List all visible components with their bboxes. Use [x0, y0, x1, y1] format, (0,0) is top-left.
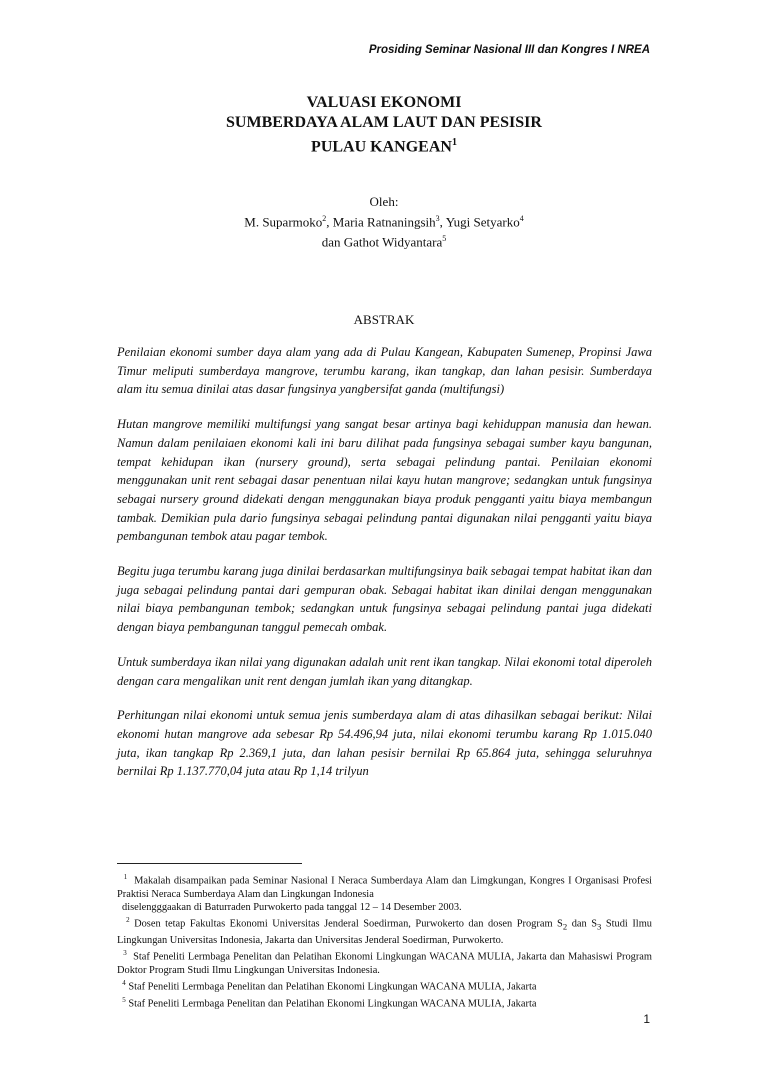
author-widyantara: dan Gathot Widyantara [321, 234, 443, 250]
oleh-label: Oleh: [369, 194, 399, 209]
abstract-heading: ABSTRAK [353, 312, 415, 327]
footnotes [117, 871, 652, 1010]
footnote-5 [117, 994, 652, 1011]
author-footnote-mark-2[interactable]: 2 [322, 214, 327, 223]
author-footnote-mark-3[interactable]: 3 [435, 214, 440, 223]
footnote-1-continued: diselengggaakan di Baturraden Purwokerto pada tanggal 12 – 14 Desember 2003. [122, 901, 462, 913]
footnote-3-mark: 3 [123, 949, 127, 958]
abstract-paragraph-5: Perhitungan nilai ekonomi untuk semua jenis sumberdaya alam di atas dihasilkan sebagai berikut: Nilai ekonomi hutan mangrove ada sebesar Rp 54.496,94 juta, nilai ekonomi terumbu karang Rp 1.015.040 juta, ikan tangkap Rp 2.369,1 juta, dan lahan pesisir bernilai Rp 65.864 juta, sehingga seluruhnya bernilai Rp 1.137.770,04 juta atau Rp 1,14 trilyun [117, 708, 652, 779]
footnote-2-text-c: Studi Ilmu Lingkungan Universitas Indonesia, Jakarta dan Universitas Jenderal Soedirman, Purwokerto. [117, 918, 652, 946]
abstract-paragraph-4: Untuk sumberdaya ikan nilai yang digunakan adalah unit rent ikan tangkap. Nilai ekonomi total diperoleh dengan cara mengalikan unit rent dengan jumlah ikan yang ditangkap. [117, 654, 652, 688]
author-suparmoko: M. Suparmoko [244, 214, 323, 230]
footnote-5-text: Staf Peneliti Lermbaga Penelitan dan Pelatihan Ekonomi Lingkungan WACANA MULIA, Jakarta [128, 998, 537, 1010]
author-footnote-mark-4[interactable]: 4 [519, 214, 524, 223]
footnote-2-text-a: Dosen tetap Fakultas Ekonomi Universitas Jenderal Soedirman, Purwokerto dan dosen Program S [134, 918, 563, 930]
footnote-2-mark: 2 [126, 916, 130, 925]
abstract-paragraph-3: Begitu juga terumbu karang juga dinilai berdasarkan multifungsinya baik sebagai tempat habitat ikan dan juga sebagai pelindung pantai dari gempuran obak. Sebagai habitat ikan dinilai dengan menggunakan nilai biaya pembangunan tembok; sedangkan untuk fungsinya sebagai pelindung pantai juga didekati dengan biaya pembangunan tanggul pemecah ombak. [117, 564, 652, 635]
title-line-3-text: PULAU KANGEAN [311, 138, 452, 156]
title-footnote-mark[interactable]: 1 [451, 137, 457, 148]
abstract-paragraph-1: Penilaian ekonomi sumber daya alam yang ada di Pulau Kangean, Kabupaten Sumenep, Propinsi Jawa Timur meliputi sumberdaya mangrove, terumbu karang, ikan tangkap, dan lahan pesisir. Sumberdaya alam itu semua dinilai atas dasar fungsinya yangbersifat ganda (multifungsi) [117, 345, 652, 397]
title-line-1: VALUASI EKONOMI [306, 94, 462, 111]
footnote-2-sub-2: 3 [597, 921, 602, 932]
page-number: 1 [643, 1012, 650, 1026]
footnote-2 [117, 914, 652, 947]
footnote-1-text: Makalah disampaikan pada Seminar Nasional I Neraca Sumberdaya Alam dan Limgkungan, Kongres I Organisasi Profesi Praktisi Neraca Sumberdaya Alam dan Lingkungan Indonesia [117, 875, 652, 900]
footnote-1 [117, 871, 652, 901]
abstract-paragraph-2: Hutan mangrove memiliki multifungsi yang sangat besar artinya bagi kehiduppan manusia dan hewan. Namun dalam penilaiaen ekonomi kali ini baru dilihat pada fungsinya sebagai sumber kayu bangunan, tempat kehidupan ikan (nursery ground), serta sebagai pelindung pantai. Penilaian ekonomi menggunakan unit rent sebagai dasar penentuan nilai kayu hutan mangrove; sedangkan untuk fungsinya sebagai nursery ground didekati dengan menggunakan biaya produk pengganti yaitu biaya membangun tambak. Demikian pula dario fungsinya sebagai pelindung pantai digunakan nilai pengganti yaitu biaya pembangunan tembok atau pagar tembok. [117, 417, 652, 544]
paper-title [0, 93, 768, 157]
title-line-2: SUMBERDAYA ALAM LAUT DAN PESISIR [226, 114, 542, 131]
author-line-2 [0, 230, 768, 250]
author-ratnaningsih: , Maria Ratnaningsih [326, 214, 436, 230]
author-footnote-mark-5[interactable]: 5 [442, 234, 447, 244]
footnote-1-mark: 1 [123, 873, 128, 881]
footnote-4-mark: 4 [122, 978, 126, 987]
author-setyarko: , Yugi Setyarko [439, 214, 520, 230]
footnote-divider [117, 863, 302, 864]
author-block [0, 193, 768, 251]
footnote-4 [117, 977, 652, 994]
author-line-1 [0, 210, 768, 230]
title-line-3 [0, 133, 768, 157]
footnote-3-text: Staf Peneliti Lermbaga Penelitan dan Pelatihan Ekonomi Lingkungan WACANA MULIA, Jakarta dan Mahasiswi Program Doktor Program Studi Ilmu Lingkungan Universitas Indonesia. [117, 951, 652, 976]
running-header: Prosiding Seminar Nasional III dan Kongres I NREA [368, 44, 650, 56]
footnote-5-mark: 5 [122, 995, 126, 1004]
footnote-4-text: Staf Peneliti Lermbaga Penelitan dan Pelatihan Ekonomi Lingkungan WACANA MULIA, Jakarta [128, 981, 537, 993]
footnote-2-sub-1: 2 [562, 921, 568, 932]
footnote-3 [117, 947, 652, 977]
footnote-2-text-b: dan S [567, 918, 598, 930]
abstract-body [117, 343, 652, 797]
